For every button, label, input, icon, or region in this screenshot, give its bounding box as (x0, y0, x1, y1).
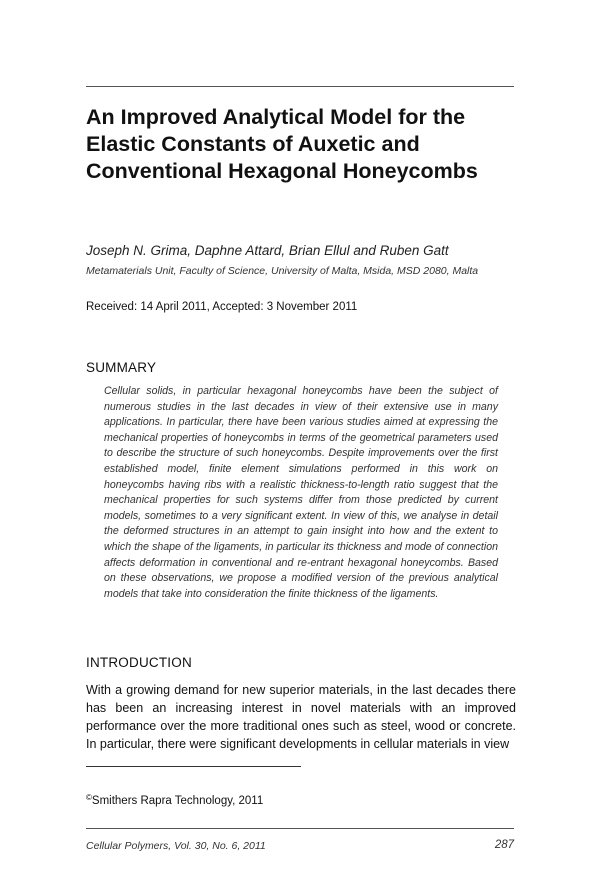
journal-citation: Cellular Polymers, Vol. 30, No. 6, 2011 (86, 840, 266, 852)
footer-rule (86, 828, 514, 829)
paper-title: An Improved Analytical Model for the Elastic Constants of Auxetic and Conventional Hexagonal Honeycombs (86, 105, 478, 183)
author-list: Joseph N. Grima, Daphne Attard, Brian Ellul and Ruben Gatt (86, 243, 449, 258)
summary-text: Cellular solids, in particular hexagonal honeycombs have been the subject of numerous studies in the last decades in view of their extensive use in many applications. In particular, there have been various studies aimed at expressing the mechanical properties of honeycombs in terms of the geometrical parameters used to describe the structure of such honeycombs. Despite improvements over the first established model, finite element simulations performed in this work on honeycombs having ribs with a realistic thickness-to-length ratio suggest that the mechanical properties for such systems differ from those predicted by current models, sometimes to a very significant extent. In view of this, we analyse in detail the deformed structures in an attempt to gain insight into how and the extent to which the shape of the ligaments, in particular its thickness and mode of connection affects deformation in conventional and re-entrant hexagonal honeycombs. Based on these observations, we propose a modified version of the previous analytical models that take into consideration the finite thickness of the ligaments. (104, 385, 498, 600)
introduction-heading: INTRODUCTION (86, 655, 192, 670)
introduction-text: With a growing demand for new superior materials, in the last decades there has been an increasing interest in novel materials with an improved performance over the more traditional ones such as steel, wood or concrete. In particular, there were significant developments in cellular materials in view (86, 683, 516, 751)
footnote-rule (86, 766, 301, 767)
affiliation: Metamaterials Unit, Faculty of Science, University of Malta, Msida, MSD 2080, Malta (86, 265, 479, 277)
summary-heading: SUMMARY (86, 360, 157, 375)
copyright-symbol: © (86, 793, 92, 802)
header-rule (86, 86, 514, 87)
received-dates: Received: 14 April 2011, Accepted: 3 November 2011 (86, 301, 358, 313)
copyright-footnote (86, 793, 263, 807)
page-number: 287 (494, 839, 514, 851)
copyright-text: Smithers Rapra Technology, 2011 (91, 795, 264, 807)
